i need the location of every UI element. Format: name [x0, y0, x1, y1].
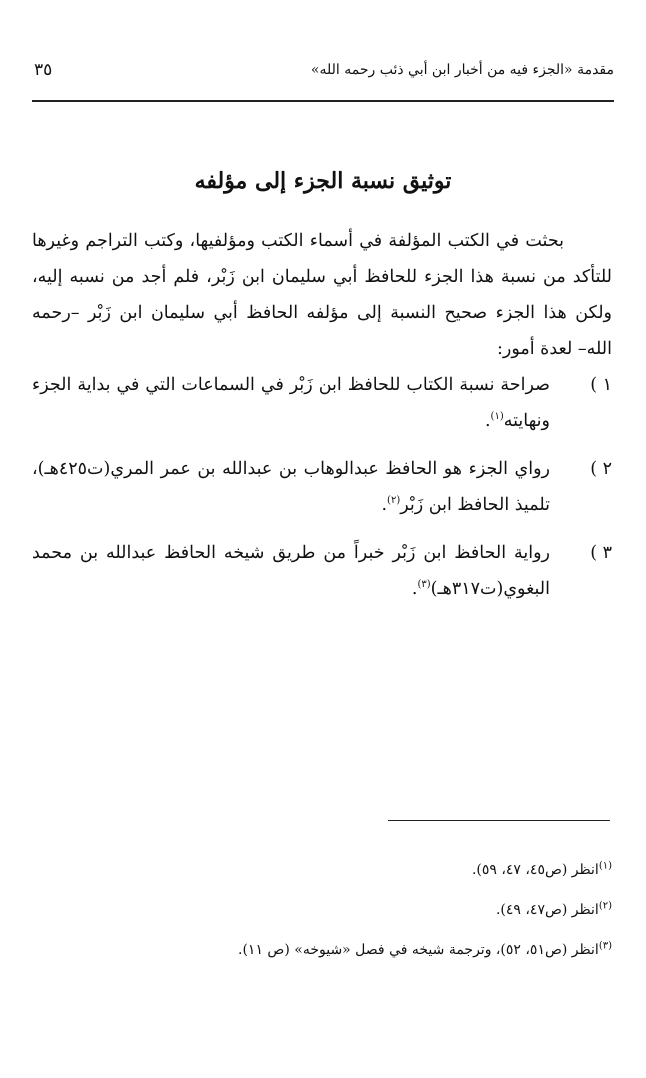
header-rule	[32, 100, 614, 102]
list-item	[32, 451, 612, 523]
intro-paragraph: بحثت في الكتب المؤلفة في أسماء الكتب ومؤلفيها، وكتب التراجم وغيرها للتأكد من نسبة هذا الجزء للحافظ أبي سليمان ابن زَبْر، فلم أجد من نسبه إليه، ولكن هذا الجزء صحيح النسبة إلى مؤلفه الحافظ أبي سليمان ابن زَبْر –رحمه الله– لعدة أمور:	[32, 231, 612, 359]
list-item-tail: .	[411, 579, 418, 599]
footnote-separator	[388, 820, 610, 821]
footnote-ref[interactable]: (١)	[490, 411, 504, 423]
footnote-ref[interactable]: (٢)	[387, 495, 401, 507]
footnote-marker: (١)	[598, 860, 612, 872]
footnote-text: انظر (ص٥١، ٥٢)، وترجمة شيخه في فصل «شيوخه» (ص ١١).	[238, 942, 599, 958]
list-item	[32, 367, 612, 439]
footnote	[32, 890, 612, 930]
footnote	[32, 930, 612, 970]
running-head	[32, 60, 614, 88]
body-text	[32, 223, 612, 619]
footnote-ref[interactable]: (٣)	[417, 579, 431, 591]
section-heading: توثيق نسبة الجزء إلى مؤلفه	[194, 168, 452, 194]
list-item	[32, 535, 612, 607]
list-item-number: ٣ )	[590, 543, 612, 563]
list-item-text: صراحة نسبة الكتاب للحافظ ابن زَبْر في السماعات التي في بداية الجزء ونهايته	[32, 375, 550, 431]
footnote-marker: (٣)	[598, 940, 612, 952]
page-number: ٣٥	[34, 60, 53, 80]
list-item-number: ٢ )	[590, 459, 612, 479]
list-item-text: رواي الجزء هو الحافظ عبدالوهاب بن عبدالله بن عمر المري(ت٤٢٥هـ)، تلميذ الحافظ ابن زَبْر	[32, 459, 550, 515]
footnote-marker: (٢)	[598, 900, 612, 912]
footnote	[32, 850, 612, 890]
footnote-text: انظر (ص٤٧، ٤٩).	[495, 902, 599, 918]
footnotes	[32, 850, 612, 970]
list-item-text: رواية الحافظ ابن زَبْر خبراً من طريق شيخه الحافظ عبدالله بن محمد البغوي(ت٣١٧هـ)	[32, 543, 550, 599]
list-item-tail: .	[484, 411, 491, 431]
list-item-number: ١ )	[590, 375, 612, 395]
footnote-text: انظر (ص٤٥، ٤٧، ٥٩).	[471, 862, 599, 878]
list-item-tail: .	[381, 495, 388, 515]
running-title: مقدمة «الجزء فيه من أخبار ابن أبي ذئب رحمه الله»	[310, 62, 614, 78]
